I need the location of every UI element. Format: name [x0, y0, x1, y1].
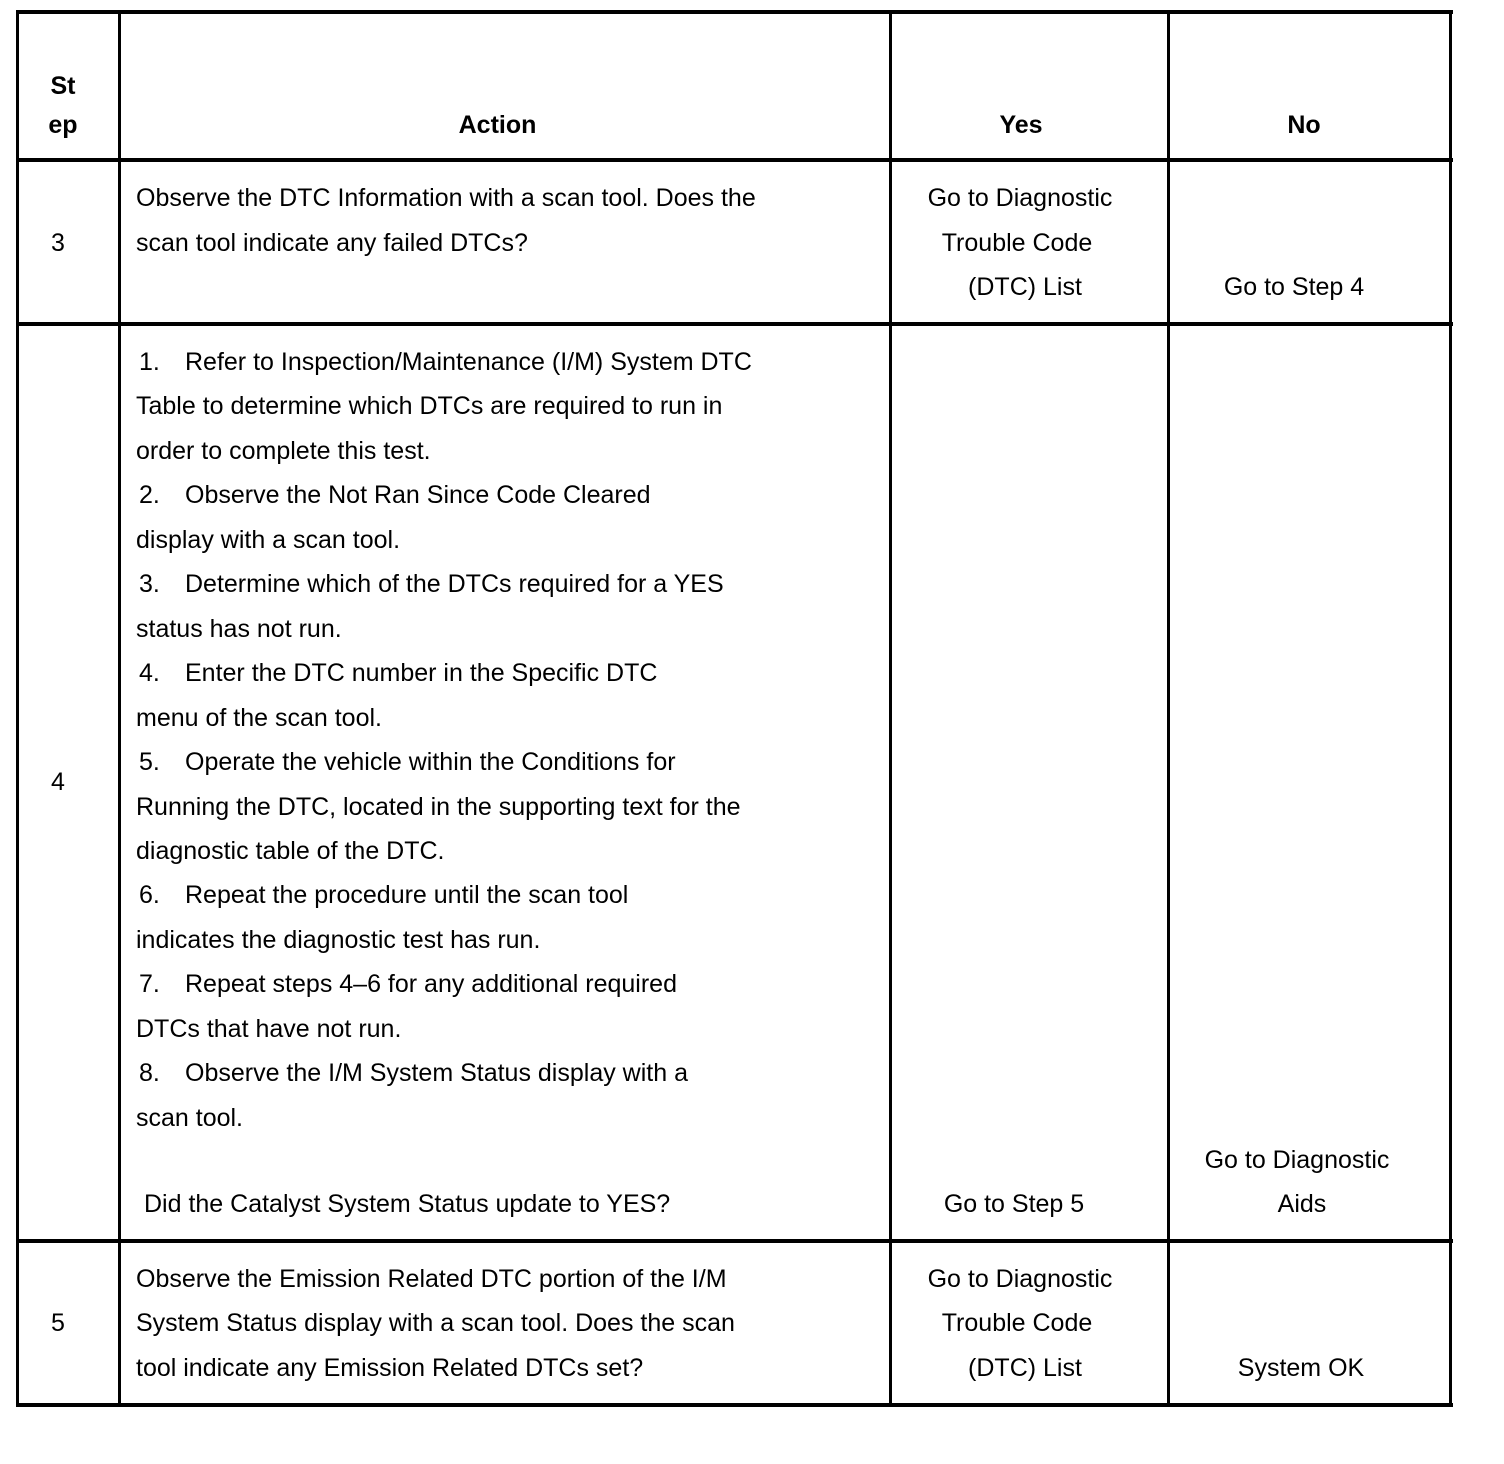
action-text-line: tool indicate any Emission Related DTCs set?	[136, 1354, 644, 1382]
yes-outcome-line: (DTC) List	[968, 1354, 1082, 1382]
item-text-line: Observe the I/M System Status display with a	[185, 1059, 688, 1087]
item-number: 8.	[139, 1059, 160, 1087]
no-outcome-line: Go to Step 4	[1223, 273, 1365, 301]
item-text-line: Table to determine which DTCs are required to run in	[136, 392, 723, 420]
header-no: No	[1287, 111, 1321, 139]
item-text-line: Determine which of the DTCs required for a YES	[185, 570, 724, 598]
item-text-line: Enter the DTC number in the Specific DTC	[185, 659, 658, 687]
header-step-line1: St	[50, 72, 76, 100]
item-number: 6.	[139, 881, 160, 909]
item-text-line: Observe the Not Ran Since Code Cleared	[185, 481, 651, 509]
header-yes: Yes	[999, 111, 1043, 139]
yes-outcome-line: Go to Diagnostic	[927, 1265, 1113, 1293]
no-outcome-line: System OK	[1237, 1354, 1365, 1382]
row-divider-4-5	[16, 1239, 1453, 1243]
item-text-line: status has not run.	[136, 615, 342, 643]
item-text-line: display with a scan tool.	[136, 526, 401, 554]
yes-outcome-line: Trouble Code	[941, 1309, 1093, 1337]
item-text-line: menu of the scan tool.	[136, 704, 382, 732]
item-text-line: Operate the vehicle within the Conditions for	[185, 748, 676, 776]
item-number: 3.	[139, 570, 160, 598]
item-text-line: diagnostic table of the DTC.	[136, 837, 445, 865]
action-text-line: scan tool indicate any failed DTCs?	[136, 229, 528, 257]
action-text-line: Observe the Emission Related DTC portion of the I/M	[136, 1265, 727, 1293]
header-divider	[16, 158, 1453, 162]
item-number: 5.	[139, 748, 160, 776]
yes-outcome-line: Go to Step 5	[943, 1190, 1085, 1218]
row-divider-3-4	[16, 322, 1453, 326]
table-border-right	[1449, 11, 1452, 1407]
yes-outcome-line: Go to Diagnostic	[927, 184, 1113, 212]
item-text-line: scan tool.	[136, 1104, 244, 1132]
column-divider-step-action	[118, 11, 121, 1407]
yes-outcome-line: Trouble Code	[941, 229, 1093, 257]
item-text-line: Repeat the procedure until the scan tool	[185, 881, 629, 909]
step-number: 5	[51, 1309, 65, 1337]
item-number: 4.	[139, 659, 160, 687]
item-text-line: order to complete this test.	[136, 437, 431, 465]
action-question: Did the Catalyst System Status update to YES?	[144, 1190, 671, 1218]
item-text-line: Refer to Inspection/Maintenance (I/M) System DTC	[185, 348, 752, 376]
header-step-line2: ep	[48, 111, 78, 139]
item-text-line: indicates the diagnostic test has run.	[136, 926, 541, 954]
item-number: 7.	[139, 970, 160, 998]
no-outcome-line: Aids	[1277, 1190, 1327, 1218]
no-outcome-line: Go to Diagnostic	[1204, 1146, 1390, 1174]
item-number: 2.	[139, 481, 160, 509]
table-border-top	[16, 10, 1453, 14]
action-text-line: Observe the DTC Information with a scan tool. Does the	[136, 184, 756, 212]
item-number: 1.	[139, 348, 160, 376]
yes-outcome-line: (DTC) List	[968, 273, 1082, 301]
item-text-line: DTCs that have not run.	[136, 1015, 402, 1043]
action-text-line: System Status display with a scan tool. Does the scan	[136, 1309, 735, 1337]
header-action: Action	[458, 111, 537, 139]
item-text-line: Repeat steps 4–6 for any additional required	[185, 970, 677, 998]
table-border-bottom	[16, 1403, 1453, 1407]
step-number: 4	[51, 768, 65, 796]
item-text-line: Running the DTC, located in the supporting text for the	[136, 793, 741, 821]
step-number: 3	[51, 229, 65, 257]
